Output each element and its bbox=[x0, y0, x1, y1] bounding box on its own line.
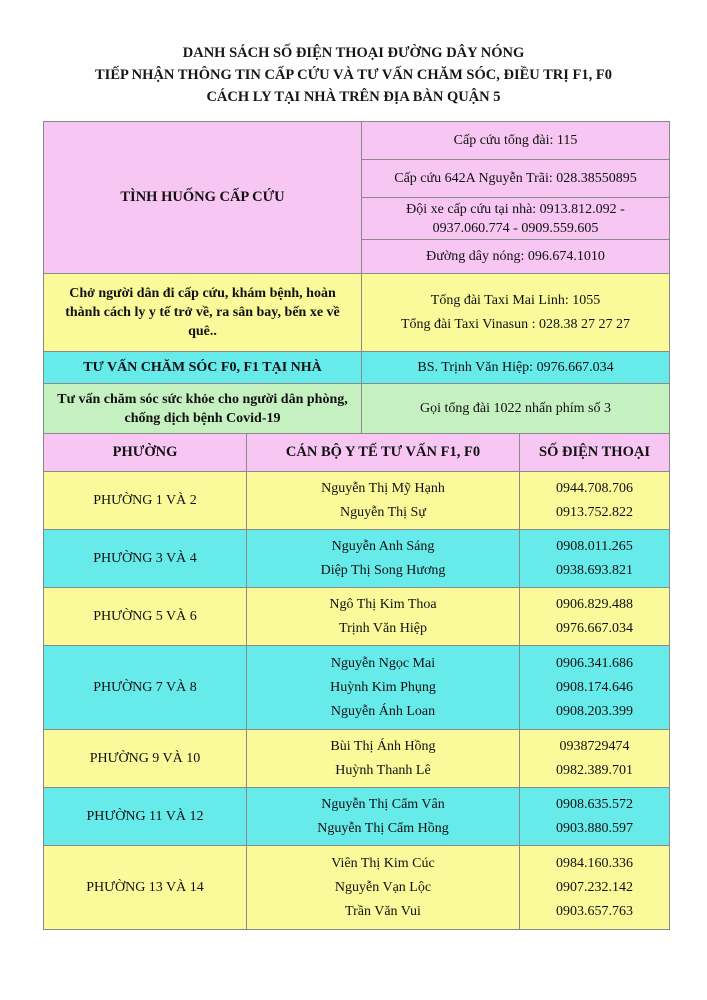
emergency-line-2: Cấp cứu 642A Nguyễn Trãi: 028.38550895 bbox=[362, 160, 670, 198]
phone-cell bbox=[520, 730, 670, 788]
phone-number: 0913.752.822 bbox=[556, 504, 633, 520]
staff-name: Trịnh Văn Hiệp bbox=[339, 620, 427, 636]
home-care-value: BS. Trịnh Văn Hiệp: 0976.667.034 bbox=[362, 352, 670, 384]
staff-cell bbox=[247, 472, 520, 530]
phone-number: 0906.829.488 bbox=[556, 596, 633, 612]
taxi-vinasun: Tổng đài Taxi Vinasun : 028.38 27 27 27 bbox=[400, 316, 631, 332]
staff-cell bbox=[247, 646, 520, 730]
phone-number: 0944.708.706 bbox=[556, 480, 633, 496]
staff-name: Ngô Thị Kim Thoa bbox=[329, 596, 437, 612]
emergency-line-4: Đường dây nóng: 096.674.1010 bbox=[362, 240, 670, 274]
staff-cell bbox=[247, 588, 520, 646]
ward-rows bbox=[44, 472, 670, 930]
phone-number: 0976.667.034 bbox=[556, 620, 633, 636]
ward-name: PHƯỜNG 13 VÀ 14 bbox=[44, 846, 247, 930]
staff-cell bbox=[247, 846, 520, 930]
ward-contacts-table bbox=[43, 433, 670, 930]
health-advice-label: Tư vấn chăm sóc sức khỏe cho người dân phòng, chống dịch bệnh Covid-19 bbox=[44, 384, 362, 434]
header-phone: SỐ ĐIỆN THOẠI bbox=[520, 434, 670, 472]
phone-cell bbox=[520, 472, 670, 530]
phone-number: 0984.160.336 bbox=[556, 855, 633, 871]
staff-name: Nguyễn Thị Cẩm Hồng bbox=[317, 820, 449, 836]
staff-name: Nguyễn Anh Sáng bbox=[331, 538, 435, 554]
phone-cell bbox=[520, 588, 670, 646]
emergency-label: TÌNH HUỐNG CẤP CỨU bbox=[44, 122, 362, 274]
home-care-label: TƯ VẤN CHĂM SÓC F0, F1 TẠI NHÀ bbox=[44, 352, 362, 384]
phone-cell bbox=[520, 646, 670, 730]
health-advice-value: Gọi tổng đài 1022 nhấn phím số 3 bbox=[362, 384, 670, 434]
staff-name: Trần Văn Vui bbox=[345, 903, 421, 919]
phone-cell bbox=[520, 530, 670, 588]
table-row bbox=[44, 646, 670, 730]
staff-cell bbox=[247, 788, 520, 846]
ward-name: PHƯỜNG 7 VÀ 8 bbox=[44, 646, 247, 730]
transport-values bbox=[362, 274, 670, 352]
table-row bbox=[44, 788, 670, 846]
staff-name: Huỳnh Kim Phụng bbox=[330, 679, 436, 695]
phone-number: 0903.657.763 bbox=[556, 903, 633, 919]
staff-name: Nguyễn Thị Mỹ Hạnh bbox=[321, 480, 445, 496]
phone-number: 0906.341.686 bbox=[556, 655, 633, 671]
staff-name: Diệp Thị Song Hương bbox=[320, 562, 446, 578]
staff-name: Nguyễn Vạn Lộc bbox=[334, 879, 432, 895]
title-line-1: DANH SÁCH SỐ ĐIỆN THOẠI ĐƯỜNG DÂY NÓNG bbox=[182, 45, 525, 61]
ward-name: PHƯỜNG 1 VÀ 2 bbox=[44, 472, 247, 530]
phone-number: 0938.693.821 bbox=[556, 562, 633, 578]
phone-number: 0908.011.265 bbox=[556, 538, 633, 554]
emergency-line-1: Cấp cứu tổng đài: 115 bbox=[362, 122, 670, 160]
phone-number: 0908.174.646 bbox=[556, 679, 633, 695]
staff-name: Nguyễn Ngọc Mai bbox=[330, 655, 436, 671]
ward-name: PHƯỜNG 9 VÀ 10 bbox=[44, 730, 247, 788]
phone-cell bbox=[520, 788, 670, 846]
taxi-mai-linh: Tổng đài Taxi Mai Linh: 1055 bbox=[430, 292, 601, 308]
phone-number: 0982.389.701 bbox=[556, 762, 633, 778]
title-line-2: TIẾP NHẬN THÔNG TIN CẤP CỨU VÀ TƯ VẤN CHĂM SÓC, ĐIỀU TRỊ F1, F0 bbox=[95, 67, 612, 83]
staff-name: Viên Thị Kim Cúc bbox=[331, 855, 435, 871]
staff-cell bbox=[247, 530, 520, 588]
emergency-line-3: Đội xe cấp cứu tại nhà: 0913.812.092 - 0937.060.774 - 0909.559.605 bbox=[362, 198, 670, 240]
phone-number: 0907.232.142 bbox=[556, 879, 633, 895]
staff-name: Nguyễn Ánh Loan bbox=[330, 703, 436, 719]
ward-name: PHƯỜNG 3 VÀ 4 bbox=[44, 530, 247, 588]
table-row bbox=[44, 472, 670, 530]
staff-name: Bùi Thị Ánh Hồng bbox=[330, 738, 436, 754]
phone-cell bbox=[520, 846, 670, 930]
table-row bbox=[44, 846, 670, 930]
table-header-row bbox=[44, 434, 670, 472]
table-row bbox=[44, 588, 670, 646]
phone-number: 0908.203.399 bbox=[556, 703, 633, 719]
ward-name: PHƯỜNG 11 VÀ 12 bbox=[44, 788, 247, 846]
phone-number: 0903.880.597 bbox=[556, 820, 633, 836]
staff-name: Nguyễn Thị Cẩm Vân bbox=[321, 796, 445, 812]
phone-number: 0938729474 bbox=[559, 738, 630, 754]
ward-name: PHƯỜNG 5 VÀ 6 bbox=[44, 588, 247, 646]
header-staff: CÁN BỘ Y TẾ TƯ VẤN F1, F0 bbox=[247, 434, 520, 472]
table-row bbox=[44, 530, 670, 588]
phone-number: 0908.635.572 bbox=[556, 796, 633, 812]
header-ward: PHƯỜNG bbox=[44, 434, 247, 472]
hotline-table bbox=[43, 121, 670, 434]
staff-name: Huỳnh Thanh Lê bbox=[335, 762, 431, 778]
staff-name: Nguyễn Thị Sự bbox=[340, 504, 426, 520]
staff-cell bbox=[247, 730, 520, 788]
table-row bbox=[44, 730, 670, 788]
title-line-3: CÁCH LY TẠI NHÀ TRÊN ĐỊA BÀN QUẬN 5 bbox=[206, 89, 501, 105]
transport-label: Chở người dân đi cấp cứu, khám bệnh, hoàn thành cách ly y tế trở về, ra sân bay, bến xe về quê.. bbox=[44, 274, 362, 352]
